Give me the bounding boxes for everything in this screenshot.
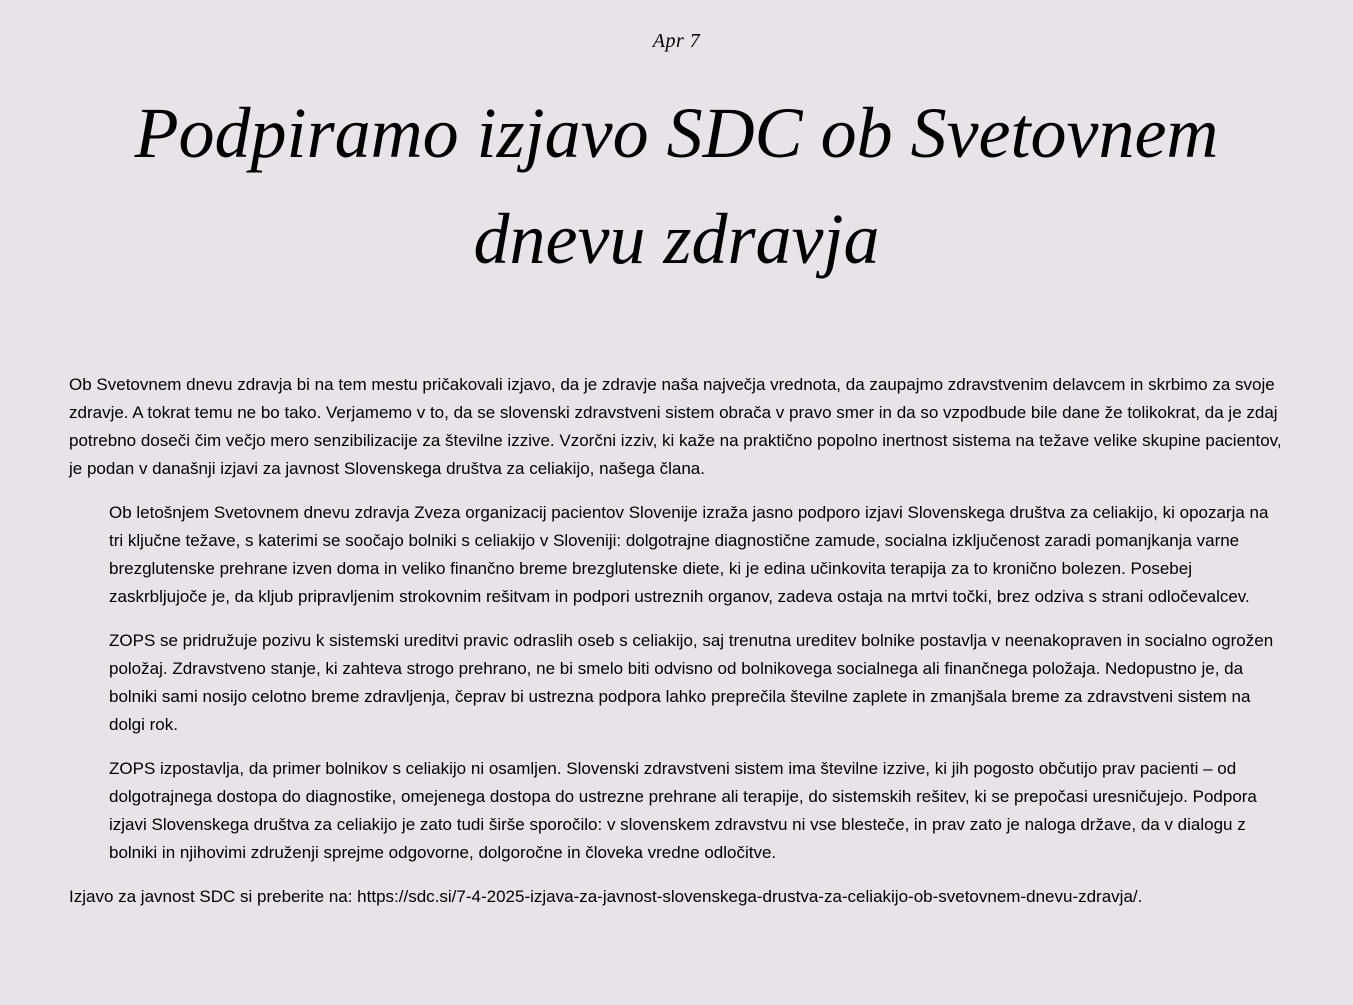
quote-paragraph: ZOPS se pridružuje pozivu k sistemski ureditvi pravic odraslih oseb s celiakijo, saj trenutna ureditev bolnike postavlja v neenakopraven in socialno ogrožen položaj. Zdravstveno stanje, ki zahteva strogo prehrano, ne bi smelo biti odvisno od bolnikovega socialnega ali finančnega položaja. Nedopustno je, da bolniki sami nosijo celotno breme zdravljenja, čeprav bi ustrezna podpora lahko preprečila številne zaplete in zmanjšala breme za zdravstveni sistem na dolgi rok.	[109, 631, 1274, 734]
post-date: Apr 7	[652, 30, 701, 52]
quoted-statement	[109, 499, 1285, 867]
post-body	[69, 371, 1285, 927]
post-title: Podpiramo izjavo SDC ob Svetovnem dnevu zdravja	[134, 93, 1219, 279]
outro-paragraph: Izjavo za javnost SDC si preberite na: https://sdc.si/7-4-2025-izjava-za-javnost-slovenskega-drustva-za-celiakijo-ob-svetovnem-dnevu-zdravja/.	[69, 887, 1143, 906]
quote-paragraph: Ob letošnjem Svetovnem dnevu zdravja Zveza organizacij pacientov Slovenije izraža jasno podporo izjavi Slovenskega društva za celiakijo, ki opozarja na tri ključne težave, s katerimi se soočajo bolniki s celiakijo v Sloveniji: dolgotrajne diagnostične zamude, socialna izključenost zaradi pomanjkanja varne brezglutenske prehrane izven doma in veliko finančno breme brezglutenske diete, ki je edina učinkovita terapija za to kronično bolezen. Posebej zaskrbljujoče je, da kljub pripravljenim strokovnim rešitvam in podpori ustreznih organov, zadeva ostaja na mrtvi točki, brez odziva s strani odločevalcev.	[109, 503, 1269, 606]
quote-paragraph: ZOPS izpostavlja, da primer bolnikov s celiakijo ni osamljen. Slovenski zdravstveni sistem ima številne izzive, ki jih pogosto občutijo prav pacienti – od dolgotrajnega dostopa do diagnostike, omejenega dostopa do ustrezne prehrane ali terapije, do sistemskih rešitev, ki se prepočasi uresničujejo. Podpora izjavi Slovenskega društva za celiakijo je zato tudi širše sporočilo: v slovenskem zdravstvu ni vse blesteče, in prav zato je naloga države, da v dialogu z bolniki in njihovimi združenji sprejme odgovorne, dolgoročne in človeka vredne odločitve.	[109, 759, 1257, 862]
intro-paragraph: Ob Svetovnem dnevu zdravja bi na tem mestu pričakovali izjavo, da je zdravje naša največja vrednota, da zaupajmo zdravstvenim delavcem in skrbimo za svoje zdravje. A tokrat temu ne bo tako. Verjamemo v to, da se slovenski zdravstveni sistem obrača v pravo smer in da so vzpodbude bile dane že tolikokrat, da je zdaj potrebno doseči čim večjo mero senzibilizacije za številne izzive. Vzorčni izziv, ki kaže na praktično popolno inertnost sistema na težave velike skupine pacientov, je podan v današnji izjavi za javnost Slovenskega društva za celiakijo, našega člana.	[69, 375, 1282, 478]
